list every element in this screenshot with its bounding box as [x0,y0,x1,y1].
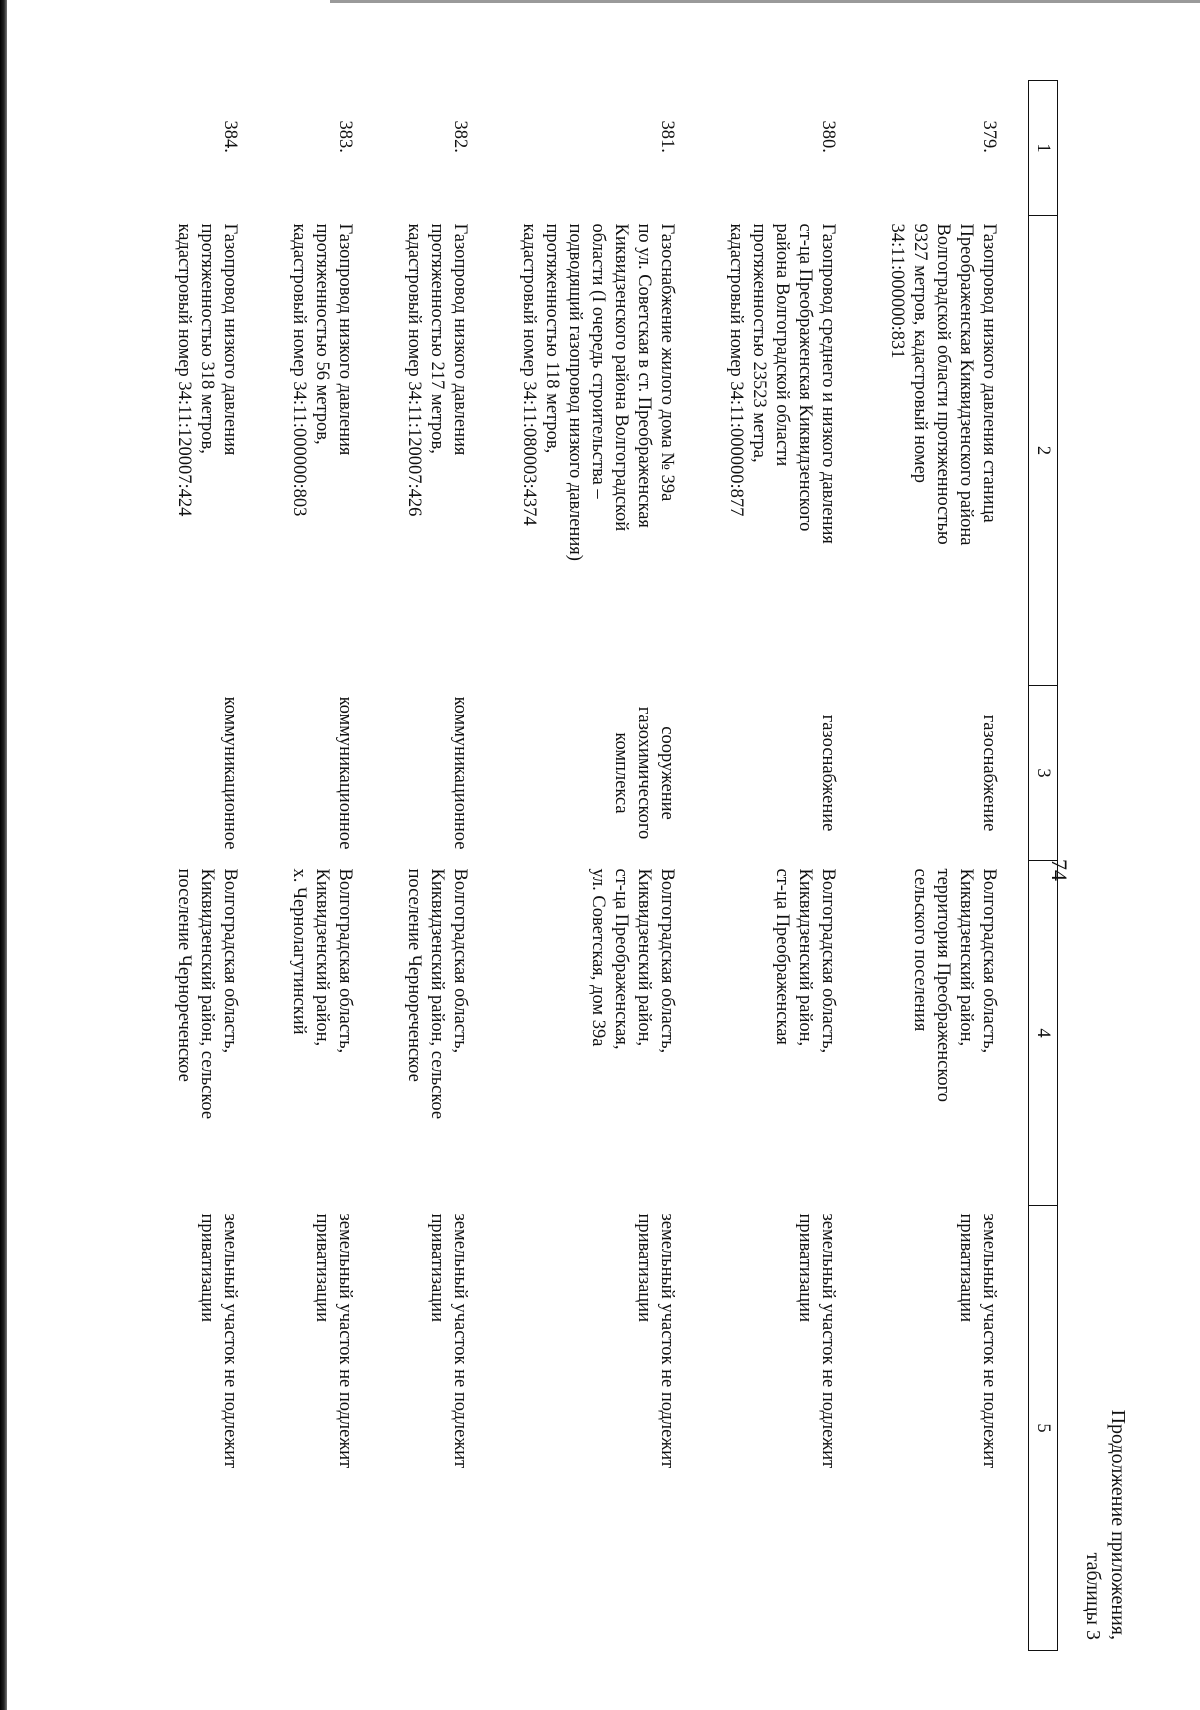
privatization-note-cell [154,1206,269,1651]
object-address-line: Киквидзенский район, [312,868,332,1047]
object-name-line: протяженностью 217 метров, [427,223,447,454]
table-row [384,81,499,1651]
table-row [499,81,706,1651]
object-purpose-line: газоснабжение [818,714,838,832]
object-name-line: Киквидзенского района Волгоградской [611,223,631,532]
object-address-line: Киквидзенский район, [956,868,976,1047]
privatization-note-line: земельный участок не подлежит [335,1213,355,1469]
object-address-line: сельского поселения [910,868,930,1032]
row-number-cell: 381. [657,120,677,153]
object-name-line: 34:11:000000:831 [887,223,907,359]
object-name-line: области (I очередь строительства – [588,223,608,499]
table-heading-line-1: Продолжение приложения, [1107,1409,1129,1640]
row-number-cell: 384. [220,120,240,153]
object-address-line: Волгоградская область, [818,868,838,1054]
privatization-note-line: приватизации [634,1213,654,1322]
object-address-line: поселение Чернореченское [404,868,424,1082]
object-address-line: х. Чернолагутинский [289,868,309,1035]
object-purpose-cell [384,686,499,861]
object-purpose-line: сооружение [657,726,677,820]
object-name-line: района Волгоградской области [772,223,792,467]
object-name-cell [706,216,867,686]
table-header-row [1029,81,1058,1651]
object-name-line: Волгоградской области протяженностью [933,223,953,545]
object-address-cell [154,861,269,1206]
privatization-note-cell [867,1206,1029,1651]
object-address-line: поселение Чернореченское [174,868,194,1082]
object-name-cell [499,216,706,686]
row-number-cell: 379. [979,120,999,153]
object-address-line: ст-ца Преображенская, [611,868,631,1050]
object-name-line: Газопровод низкого давления [335,223,355,456]
table-row [154,81,269,1651]
privatization-note-line: приватизации [312,1213,332,1322]
object-purpose-cell [706,686,867,861]
object-name-line: Газопровод низкого давления [220,223,240,456]
privatization-note-line: земельный участок не подлежит [818,1213,838,1469]
privatization-note-line: земельный участок не подлежит [220,1213,240,1469]
column-header-3: 3 [1029,686,1058,861]
privatization-note-cell [384,1206,499,1651]
object-purpose-line: коммуникационное [220,696,240,850]
object-purpose-cell [867,686,1029,861]
object-address-cell [499,861,706,1206]
object-name-line: кадастровый номер 34:11:120007:424 [174,223,194,517]
object-name-cell [867,216,1029,686]
row-number-cell: 383. [335,120,355,153]
object-address-cell [384,861,499,1206]
object-address-line: территория Преображенского [933,868,953,1103]
object-name-line: 9327 метров, кадастровый номер [910,223,930,484]
object-name-line: ст-ца Преображенская Киквидзенского [795,223,815,532]
object-purpose-line: газоснабжение [979,714,999,832]
object-address-line: Киквидзенский район, [634,868,654,1047]
privatization-note-line: приватизации [795,1213,815,1322]
column-header-5: 5 [1029,1206,1058,1651]
object-name-line: кадастровый номер 34:11:080003:4374 [519,223,539,526]
privatization-note-line: приватизации [956,1213,976,1322]
object-address-line: Киквидзенский район, сельское [427,868,447,1120]
privatization-note-cell [706,1206,867,1651]
privatization-note-line: земельный участок не подлежит [657,1213,677,1469]
privatization-note-cell [499,1206,706,1651]
object-name-line: кадастровый номер 34:11:120007:426 [404,223,424,517]
object-address-line: Волгоградская область, [657,868,677,1054]
object-name-line: Газопровод низкого давления [450,223,470,456]
object-name-line: кадастровый номер 34:11:000000:803 [289,223,309,517]
object-name-line: подводящий газопровод низкого давления) [565,223,585,561]
table-heading [1080,1410,1130,1640]
row-number-cell: 382. [450,120,470,153]
object-name-cell [384,216,499,686]
table-row [867,81,1029,1651]
object-purpose-cell [154,686,269,861]
object-purpose-line: коммуникационное [335,696,355,850]
object-address-line: ул. Советская, дом 39а [588,868,608,1047]
privatization-note-cell [269,1206,384,1651]
object-address-line: Киквидзенский район, сельское [197,868,217,1120]
column-header-2: 2 [1029,216,1058,686]
object-address-line: Волгоградская область, [979,868,999,1054]
object-address-cell [867,861,1029,1206]
privatization-note-line: приватизации [427,1213,447,1322]
object-purpose-line: газохимического [634,706,654,840]
rotated-page [110,50,1130,1660]
object-purpose-cell [499,686,706,861]
column-header-4: 4 [1029,861,1058,1206]
object-name-line: протяженностью 23523 метра, [749,223,769,463]
object-name-line: Газопровод низкого давления станица [979,223,999,523]
object-name-cell [269,216,384,686]
privatization-note-line: приватизации [197,1213,217,1322]
object-name-line: Газопровод среднего и низкого давления [818,223,838,544]
object-name-cell [154,216,269,686]
register-table [154,80,1058,1651]
privatization-note-line: земельный участок не подлежит [450,1213,470,1469]
object-name-line: протяженностью 118 метров, [542,223,562,454]
object-address-cell [269,861,384,1206]
table-body [154,81,1029,1651]
column-header-1: 1 [1029,81,1058,216]
row-number-cell: 380. [818,120,838,153]
object-address-line: Киквидзенский район, [795,868,815,1047]
object-name-line: протяженностью 56 метров, [312,223,332,445]
privatization-note-line: земельный участок не подлежит [979,1213,999,1469]
object-address-line: Волгоградская область, [220,868,240,1054]
object-purpose-cell [269,686,384,861]
scan-edge-left [0,0,7,1710]
object-address-line: Волгоградская область, [335,868,355,1054]
object-name-line: по ул. Советская в ст. Преображенская [634,223,654,528]
object-address-line: ст-ца Преображенская [772,868,792,1045]
object-name-line: Газоснабжение жилого дома № 39а [657,223,677,502]
object-name-line: Преображенская Киквидзенского района [956,223,976,546]
table-heading-line-2: таблицы 3 [1082,1552,1104,1640]
object-address-cell [706,861,867,1206]
table-row [706,81,867,1651]
object-purpose-line: коммуникационное [450,696,470,850]
table-row [269,81,384,1651]
scan-edge-top [330,0,1200,3]
page-number: 74 [1047,859,1072,881]
object-purpose-line: комплекса [611,732,631,814]
object-name-line: протяженностью 318 метров, [197,223,217,454]
object-address-line: Волгоградская область, [450,868,470,1054]
object-name-line: кадастровый номер 34:11:000000:877 [726,223,746,517]
